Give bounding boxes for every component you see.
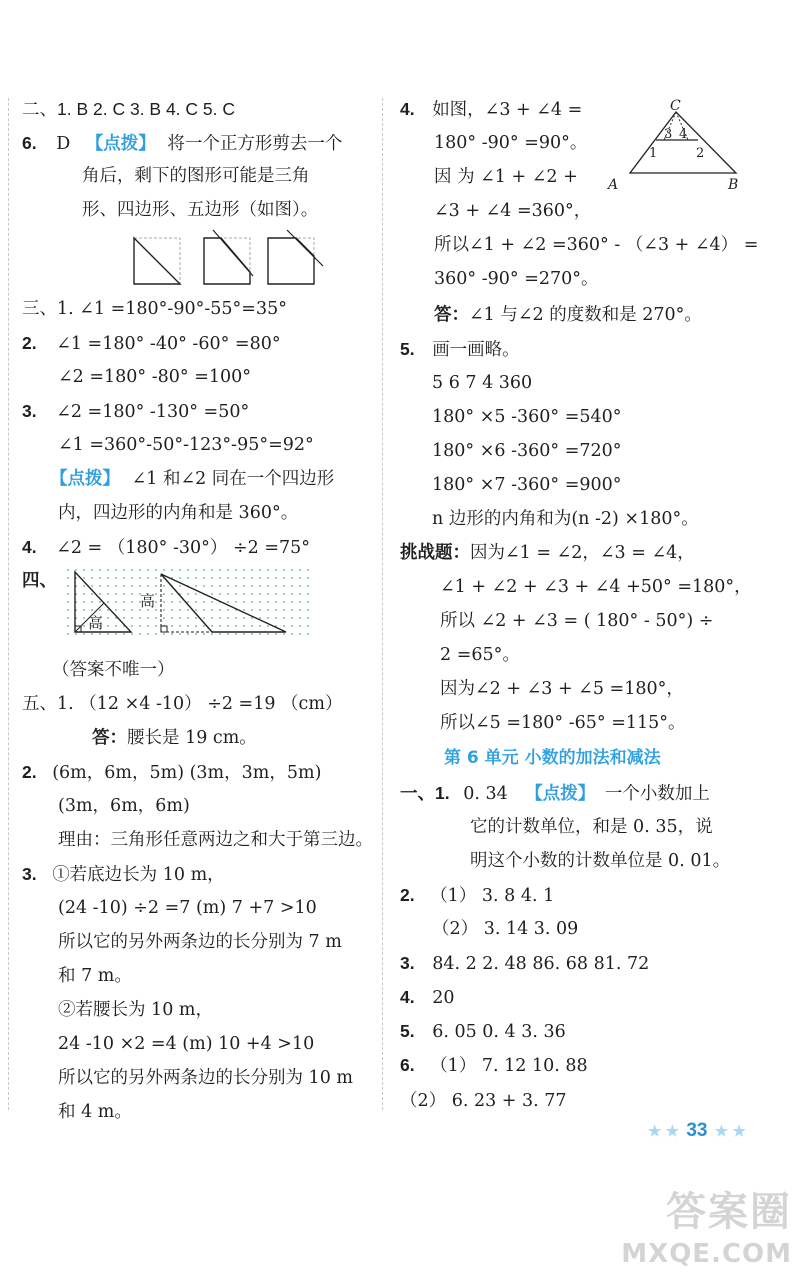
- sec5-q3-calc2: 24 -10 ×2 =4 (m) 10 +4 >10: [58, 1034, 315, 1054]
- challenge-a: 因为∠1 = ∠2，∠3 = ∠4，: [470, 543, 695, 563]
- sec4-label: 四、: [22, 571, 57, 591]
- unit6-q6-line1: [400, 1052, 588, 1079]
- q6-hint-text2: 角后，剩下的图形可能是三角: [82, 166, 310, 186]
- angle-2: 2: [696, 146, 705, 161]
- unit6-q5-line: [400, 1018, 566, 1045]
- q6-hint-label: 【点拨】: [85, 134, 156, 154]
- r-q4-answer-text: ∠1 与∠2 的度数和是 270°。: [469, 305, 702, 325]
- r-q5-d: 180° ×6 -360° =720°: [432, 441, 622, 461]
- unit6-q6-a: （1） 7. 12 10. 88: [430, 1056, 588, 1076]
- unit6-q1-hint-label: 【点拨】: [525, 784, 596, 804]
- r-q4-c: 因 为 ∠1 + ∠2 +: [434, 167, 578, 187]
- r-q4-answer: [434, 302, 702, 328]
- sec3-q1: 三、1. ∠1 =180°-90°-55°=35°: [22, 299, 287, 319]
- unit6-q6-b: （2） 6. 23 + 3. 77: [400, 1091, 567, 1111]
- unit6-q4-line: [400, 984, 454, 1011]
- unit6-q3-number: 3.: [400, 953, 415, 973]
- unit6-q4-value: 20: [432, 988, 455, 1008]
- sec3-q3-hint-line1: [50, 466, 334, 492]
- sec3-q4-number: 4.: [22, 537, 37, 557]
- unit6-q2-a: （1） 3. 8 4. 1: [430, 886, 555, 906]
- r-q5-line1: [400, 336, 520, 363]
- challenge-e: 因为∠2 + ∠3 + ∠5 =180°，: [440, 679, 684, 699]
- sec2-q6-line1: [22, 130, 342, 157]
- cut-figure-triangle: [134, 238, 180, 284]
- unit6-q1-hint-b: 一个小数加上: [604, 784, 710, 804]
- cut-figure-pentagon: [268, 230, 323, 284]
- challenge-b: ∠1 + ∠2 + ∠3 + ∠4 +50° =180°，: [440, 577, 752, 597]
- r-q5-e: 180° ×7 -360° =900°: [432, 475, 622, 495]
- sec5-q3-calc1: (24 -10) ÷2 =7 (m) 7 +7 >10: [58, 898, 317, 918]
- sec2-q1-answers: 二、1. B 2. C 3. B 4. C 5. C: [22, 99, 235, 119]
- unit-6-title: 第 6 单元 小数的加法和减法: [444, 748, 661, 768]
- challenge-f: 所以∠5 =180° -65° =115°。: [440, 713, 686, 733]
- sec5-q1-answer: [92, 725, 257, 751]
- r-q4-f: 360° -90° =270°。: [434, 269, 599, 289]
- sec3-q3-eq1: ∠2 =180° -130° =50°: [56, 402, 250, 422]
- r-q4-d: ∠3 + ∠4 =360°，: [434, 201, 592, 221]
- height-label-1: 高: [88, 614, 104, 632]
- unit6-q2-b: （2） 3. 14 3. 09: [432, 919, 579, 939]
- unit6-q1-hint-d: 明这个小数的计数单位是 0. 01。: [470, 851, 731, 871]
- unit6-q5-number: 5.: [400, 1021, 415, 1041]
- angle-3: 3: [664, 127, 673, 142]
- r-q4-b: 180° -90° =90°。: [434, 133, 588, 153]
- sec5-q3-line1: [22, 861, 225, 888]
- sec5-q1: 五、1. （12 ×4 -10） ÷2 =19 （cm）: [22, 694, 343, 714]
- sec3-q2-line1: [22, 330, 281, 357]
- sec3-q2-eq1: ∠1 =180° -40° -60° =80°: [56, 334, 281, 354]
- vertex-a: A: [608, 177, 619, 193]
- unit6-q2-number: 2.: [400, 885, 415, 905]
- star-icon-left: ★ ★: [648, 1123, 680, 1140]
- challenge-line1: [400, 540, 695, 566]
- unit6-q3-line: [400, 950, 649, 977]
- r-q4-answer-label: 答：: [434, 305, 469, 325]
- sec4-note: （答案不唯一）: [52, 660, 175, 680]
- r-q5-f: n 边形的内角和为(n -2) ×180°。: [432, 509, 699, 529]
- sec3-q3-hint-text1: ∠1 和∠2 同在一个四边形: [131, 469, 335, 489]
- sec3-q4-line: [22, 534, 310, 561]
- unit6-q1-line1: [400, 780, 710, 807]
- unit6-q4-number: 4.: [400, 987, 415, 1007]
- unit6-q1-label: 一、1.: [400, 783, 450, 803]
- column-divider: [382, 98, 383, 1110]
- sec5-q3-result1a: 所以它的另外两条边的长分别为 7 m: [58, 932, 342, 952]
- sec3-q2-eq2: ∠2 =180° -80° =100°: [58, 367, 252, 387]
- sec5-q3-result2a: 所以它的另外两条边的长分别为 10 m: [58, 1068, 353, 1088]
- page-number-badge: [648, 1118, 746, 1145]
- left-margin-divider: [8, 98, 9, 1110]
- sec3-q3-line1: [22, 398, 249, 425]
- sec5-q3-case1: ①若底边长为 10 m，: [52, 865, 225, 885]
- watermark-url: MXQE.COM: [621, 1239, 792, 1269]
- unit6-q3-values: 84. 2 2. 48 86. 68 81. 72: [432, 954, 650, 974]
- unit6-q6-number: 6.: [400, 1055, 415, 1075]
- vertex-c: C: [670, 98, 681, 114]
- q6-number: 6.: [22, 133, 37, 153]
- sec3-q3-number: 3.: [22, 401, 37, 421]
- sec3-q3-hint-label: 【点拨】: [50, 469, 120, 489]
- page-number: 33: [686, 1120, 708, 1141]
- unit6-q2-line1: [400, 882, 554, 909]
- q6-hint-text1: 将一个正方形剪去一个: [167, 134, 343, 154]
- sec5-q3-case2: ②若腰长为 10 m，: [58, 1000, 213, 1020]
- r-q5-number: 5.: [400, 339, 415, 359]
- sec5-q2-number: 2.: [22, 762, 37, 782]
- q6-answer: D: [56, 134, 71, 154]
- sec5-q3-result2b: 和 4 m。: [58, 1102, 132, 1122]
- angle-1: 1: [649, 146, 658, 161]
- sec5-q2-reason: 理由：三角形任意两边之和大于第三边。: [58, 830, 373, 850]
- sec3-q3-hint-text2: 内，四边形的内角和是 360°。: [58, 503, 299, 523]
- sec5-q3-result1b: 和 7 m。: [58, 966, 132, 986]
- angle-4: 4: [679, 127, 688, 142]
- cut-square-figures: [125, 228, 335, 290]
- sec5-q3-number: 3.: [22, 864, 37, 884]
- cut-figure-quadrilateral: [204, 230, 253, 284]
- sec3-q4-eq: ∠2 = （180° -30°） ÷2 =75°: [56, 538, 311, 558]
- sec3-q2-number: 2.: [22, 333, 37, 353]
- r-q4-line1: [400, 96, 582, 123]
- height-drawing-grid: [64, 566, 314, 636]
- height-label-2: 高: [140, 592, 156, 610]
- challenge-c: 所以 ∠2 + ∠3 = ( 180° - 50°) ÷: [440, 611, 714, 631]
- star-icon-right: ★ ★: [714, 1123, 746, 1140]
- q6-hint-text3: 形、四边形、五边形（如图）。: [82, 200, 319, 220]
- triangle-abc-diagram: [604, 98, 764, 194]
- answer-text: 腰长是 19 cm。: [127, 728, 257, 748]
- r-q5-a: 画一画略。: [432, 340, 520, 360]
- watermark-logo: 答案圈: [666, 1189, 792, 1235]
- answer-label: 答：: [92, 728, 127, 748]
- challenge-d: 2 =65°。: [440, 645, 520, 665]
- r-q5-c: 180° ×5 -360° =540°: [432, 407, 622, 427]
- r-q4-number: 4.: [400, 99, 415, 119]
- sec5-q2-line1: [22, 759, 321, 786]
- unit6-q1-answer: 0. 34: [463, 784, 508, 804]
- sec5-q2-options1: (6m，6m，5m) (3m，3m，5m): [52, 763, 322, 783]
- sec3-q3-eq2: ∠1 =360°-50°-123°-95°=92°: [58, 435, 314, 455]
- r-q4-a: 如图，∠3 + ∠4 =: [432, 100, 583, 120]
- sec5-q2-options2: (3m，6m，6m): [58, 796, 190, 816]
- challenge-label: 挑战题：: [400, 543, 470, 563]
- unit6-q1-hint-c: 它的计数单位，和是 0. 35，说: [470, 817, 713, 837]
- vertex-b: B: [728, 177, 739, 193]
- r-q4-e: 所以∠1 + ∠2 =360° - （∠3 + ∠4） =: [434, 235, 759, 255]
- unit6-q5-values: 6. 05 0. 4 3. 36: [432, 1022, 566, 1042]
- r-q5-b: 5 6 7 4 360: [432, 373, 533, 393]
